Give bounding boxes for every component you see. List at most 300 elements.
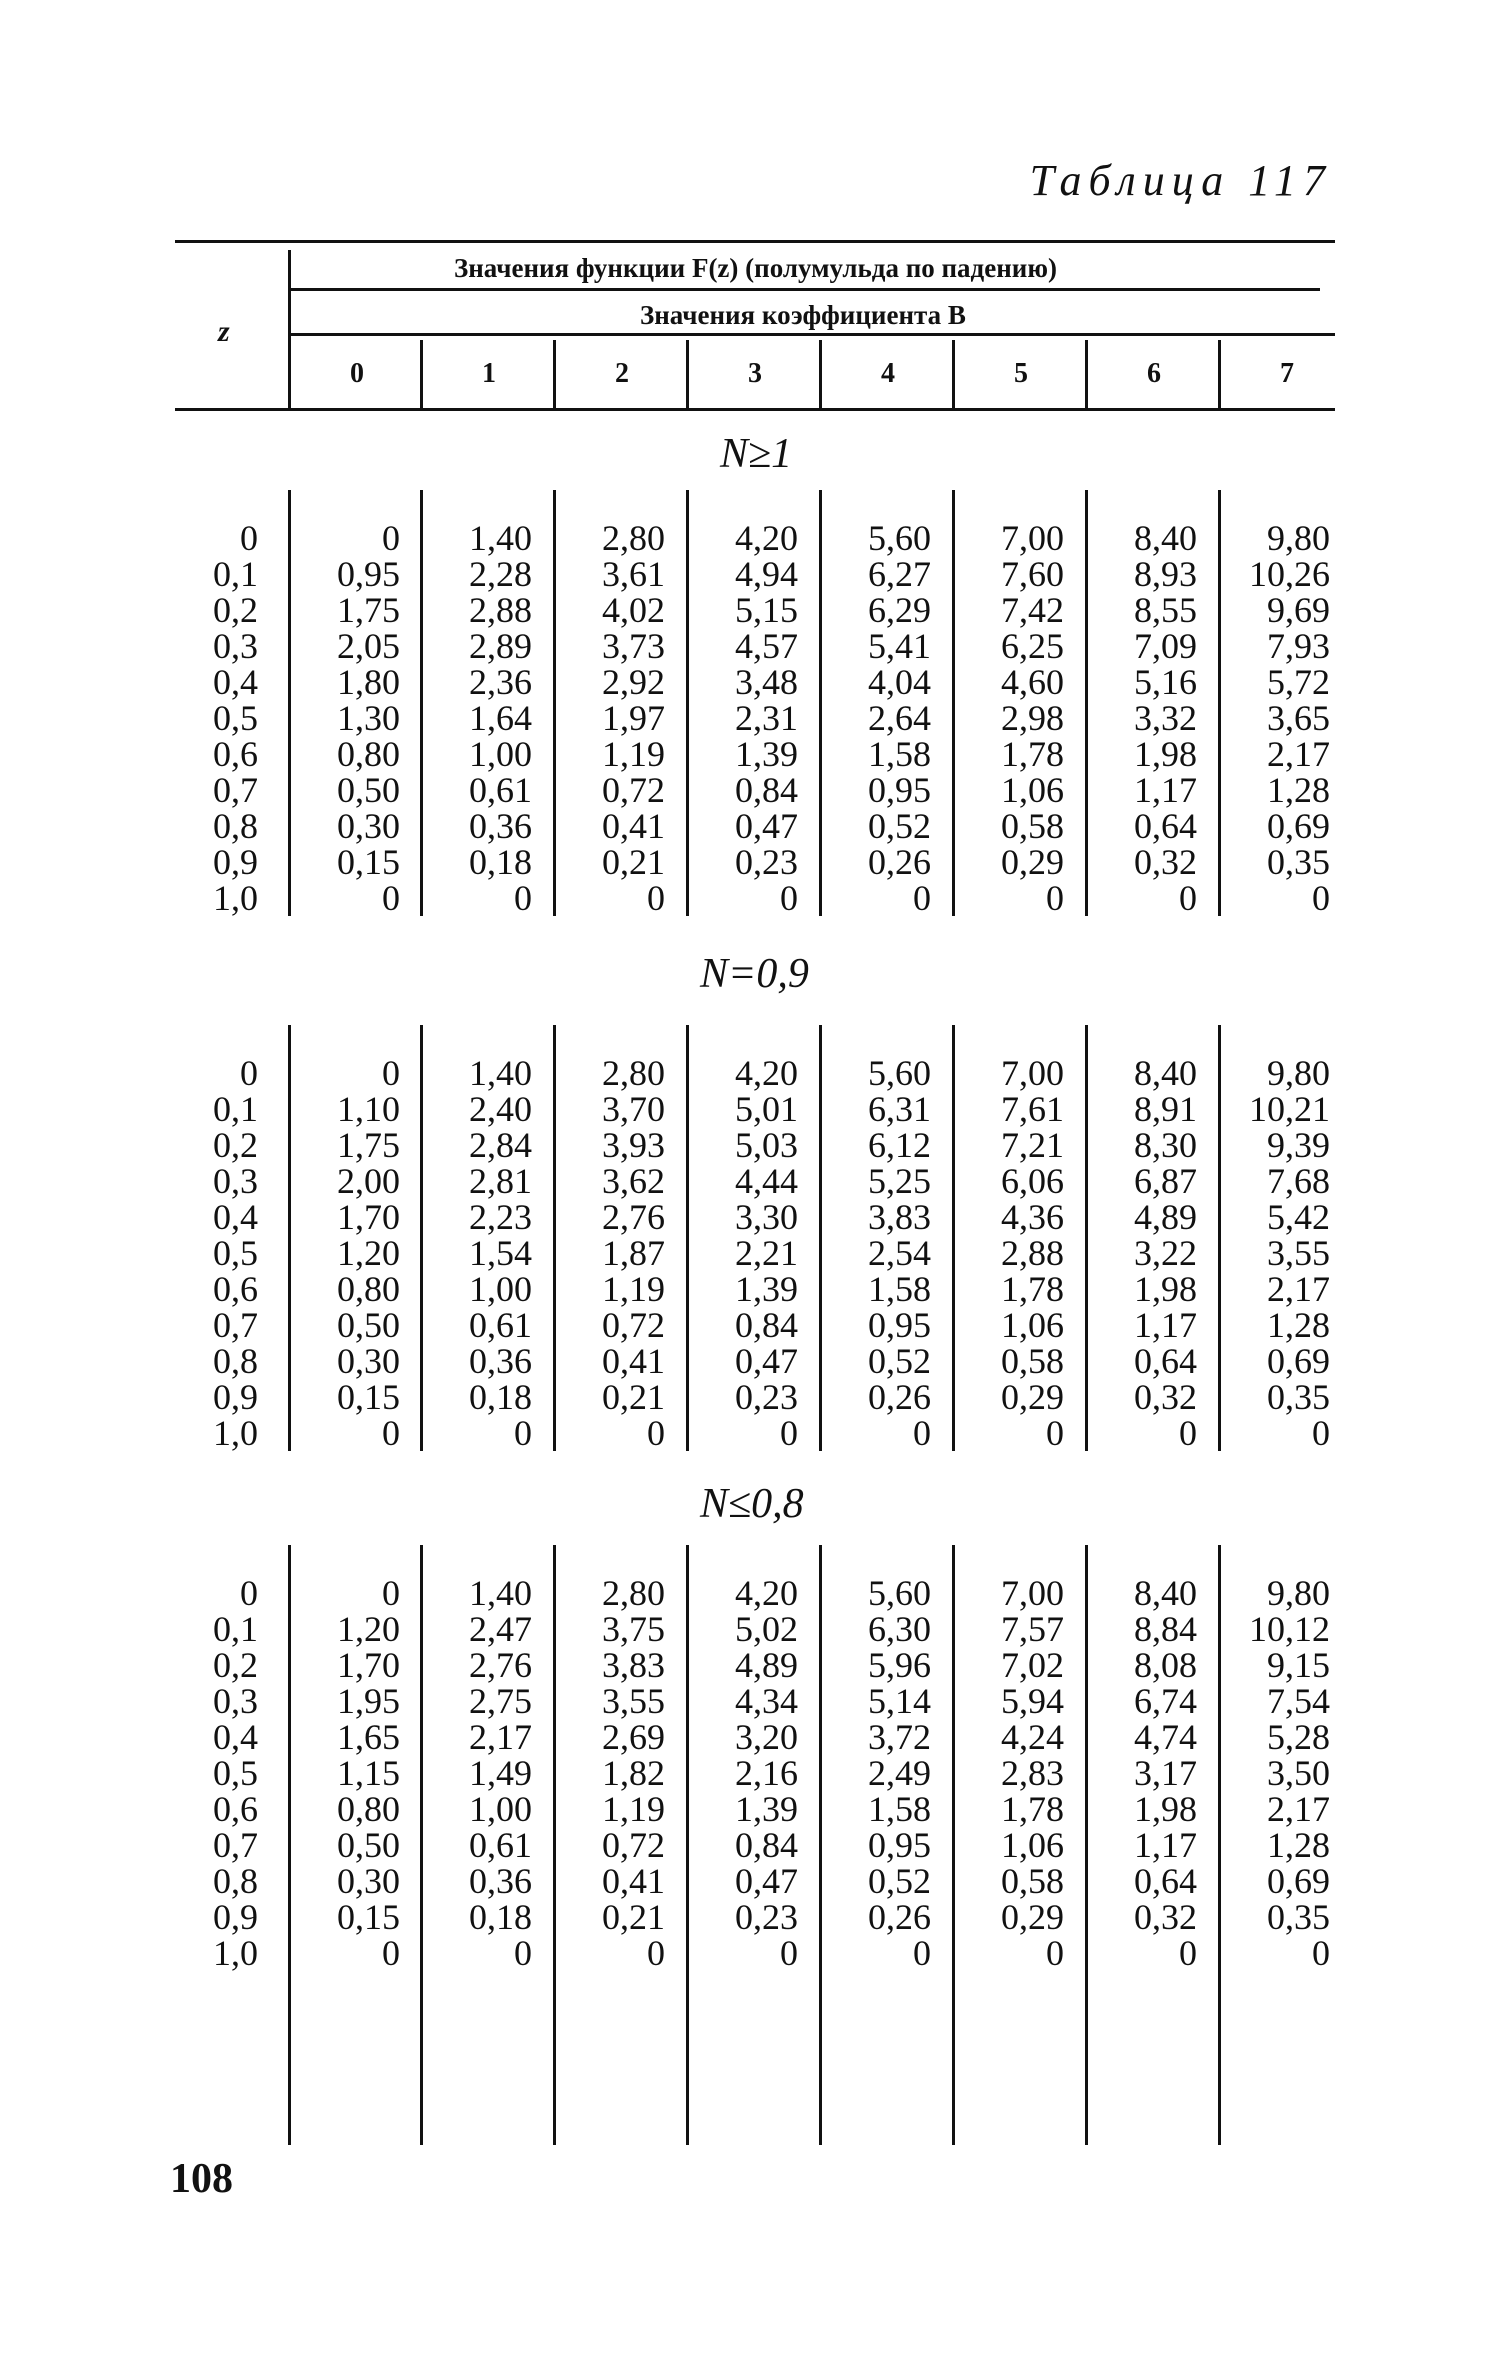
- value-cell: 4,89: [735, 1645, 798, 1685]
- value-column-b4: [841, 1055, 931, 1451]
- value-cell: 4,57: [735, 626, 798, 666]
- column-divider: [288, 490, 291, 916]
- value-cell: 0,15: [337, 1377, 400, 1417]
- coefficient-header-4: 4: [881, 358, 895, 389]
- z-cell: 0,2: [213, 1125, 258, 1165]
- value-column-b3: [708, 520, 798, 916]
- value-cell: 2,47: [469, 1609, 532, 1649]
- value-cell: 5,41: [868, 626, 931, 666]
- value-cell: 0: [1179, 1413, 1197, 1453]
- value-cell: 8,40: [1134, 518, 1197, 558]
- value-cell: 0,41: [602, 1861, 665, 1901]
- value-cell: 1,00: [469, 1789, 532, 1829]
- value-cell: 1,06: [1001, 770, 1064, 810]
- header-col-divider: [819, 340, 822, 408]
- value-cell: 8,91: [1134, 1089, 1197, 1129]
- coefficient-header-1: 1: [482, 358, 496, 389]
- value-cell: 1,10: [337, 1089, 400, 1129]
- value-cell: 3,32: [1134, 698, 1197, 738]
- z-cell: 0,4: [213, 1717, 258, 1757]
- value-cell: 0,18: [469, 842, 532, 882]
- value-cell: 7,60: [1001, 554, 1064, 594]
- value-column-b4: [841, 1575, 931, 1971]
- value-cell: 0,84: [735, 1825, 798, 1865]
- value-cell: 2,88: [469, 590, 532, 630]
- value-column-b5: [974, 1055, 1064, 1451]
- value-column-b3: [708, 1055, 798, 1451]
- z-cell: 0,3: [213, 1681, 258, 1721]
- value-column-b7: [1240, 1055, 1330, 1451]
- value-cell: 0,30: [337, 806, 400, 846]
- value-cell: 0: [780, 878, 798, 918]
- value-cell: 3,62: [602, 1161, 665, 1201]
- value-cell: 5,60: [868, 1573, 931, 1613]
- value-cell: 3,75: [602, 1609, 665, 1649]
- value-cell: 0,61: [469, 770, 532, 810]
- value-cell: 0,23: [735, 1377, 798, 1417]
- column-divider: [686, 1025, 689, 1451]
- value-cell: 7,68: [1267, 1161, 1330, 1201]
- value-cell: 4,02: [602, 590, 665, 630]
- value-cell: 0,50: [337, 770, 400, 810]
- value-cell: 2,17: [1267, 734, 1330, 774]
- coefficient-header-6: 6: [1147, 358, 1161, 389]
- value-cell: 3,72: [868, 1717, 931, 1757]
- value-cell: 1,78: [1001, 1789, 1064, 1829]
- value-cell: 1,19: [602, 1269, 665, 1309]
- value-cell: 6,29: [868, 590, 931, 630]
- z-cell: 0: [240, 518, 258, 558]
- z-cell: 1,0: [213, 1413, 258, 1453]
- value-cell: 4,20: [735, 1053, 798, 1093]
- value-cell: 0: [1046, 1413, 1064, 1453]
- header-col-divider: [952, 340, 955, 408]
- value-cell: 1,78: [1001, 734, 1064, 774]
- value-column-b6: [1107, 520, 1197, 916]
- header-z-divider: [288, 250, 291, 408]
- value-cell: 2,54: [868, 1233, 931, 1273]
- value-cell: 1,20: [337, 1233, 400, 1273]
- value-cell: 5,60: [868, 518, 931, 558]
- z-column-header: z: [218, 315, 230, 348]
- value-cell: 0: [382, 518, 400, 558]
- value-column-b1: [442, 1575, 532, 1971]
- column-divider: [1218, 1545, 1221, 2145]
- z-cell: 0,9: [213, 842, 258, 882]
- value-cell: 2,75: [469, 1681, 532, 1721]
- value-cell: 4,24: [1001, 1717, 1064, 1757]
- value-cell: 1,58: [868, 734, 931, 774]
- section-label: N≥1: [720, 431, 793, 477]
- value-cell: 6,87: [1134, 1161, 1197, 1201]
- value-cell: 1,75: [337, 1125, 400, 1165]
- z-cell: 0,7: [213, 1305, 258, 1345]
- column-divider: [819, 490, 822, 916]
- value-cell: 1,17: [1134, 1825, 1197, 1865]
- value-cell: 4,20: [735, 1573, 798, 1613]
- value-column-b2: [575, 1575, 665, 1971]
- header-col-divider: [1218, 340, 1221, 408]
- value-cell: 8,93: [1134, 554, 1197, 594]
- value-cell: 1,06: [1001, 1305, 1064, 1345]
- value-cell: 0,29: [1001, 1377, 1064, 1417]
- value-cell: 2,92: [602, 662, 665, 702]
- value-cell: 3,61: [602, 554, 665, 594]
- z-cell: 0,6: [213, 1789, 258, 1829]
- value-cell: 0: [780, 1413, 798, 1453]
- value-cell: 0: [514, 1933, 532, 1973]
- value-cell: 4,60: [1001, 662, 1064, 702]
- coefficient-header-0: 0: [350, 358, 364, 389]
- value-cell: 0,29: [1001, 842, 1064, 882]
- value-cell: 2,80: [602, 1053, 665, 1093]
- value-cell: 2,21: [735, 1233, 798, 1273]
- value-cell: 0: [913, 1413, 931, 1453]
- value-cell: 4,36: [1001, 1197, 1064, 1237]
- z-cell: 0,9: [213, 1897, 258, 1937]
- value-cell: 0,32: [1134, 842, 1197, 882]
- value-cell: 0,36: [469, 1341, 532, 1381]
- value-cell: 5,60: [868, 1053, 931, 1093]
- value-cell: 5,96: [868, 1645, 931, 1685]
- column-divider: [1218, 490, 1221, 916]
- value-cell: 2,80: [602, 1573, 665, 1613]
- value-cell: 1,64: [469, 698, 532, 738]
- header-col-divider: [553, 340, 556, 408]
- value-cell: 2,40: [469, 1089, 532, 1129]
- value-cell: 9,80: [1267, 518, 1330, 558]
- value-cell: 2,17: [1267, 1789, 1330, 1829]
- value-cell: 10,26: [1249, 554, 1330, 594]
- value-column-b5: [974, 520, 1064, 916]
- value-cell: 0,84: [735, 1305, 798, 1345]
- value-cell: 2,98: [1001, 698, 1064, 738]
- value-column-b4: [841, 520, 931, 916]
- header-col-divider: [420, 340, 423, 408]
- z-cell: 0,2: [213, 590, 258, 630]
- z-cell: 1,0: [213, 878, 258, 918]
- value-cell: 1,40: [469, 1573, 532, 1613]
- value-cell: 4,20: [735, 518, 798, 558]
- z-cell: 0,1: [213, 554, 258, 594]
- value-cell: 0,50: [337, 1305, 400, 1345]
- column-divider: [420, 1025, 423, 1451]
- value-cell: 1,28: [1267, 1305, 1330, 1345]
- value-cell: 2,89: [469, 626, 532, 666]
- z-cell: 1,0: [213, 1933, 258, 1973]
- value-cell: 7,02: [1001, 1645, 1064, 1685]
- value-cell: 7,21: [1001, 1125, 1064, 1165]
- value-cell: 0,50: [337, 1825, 400, 1865]
- column-divider: [288, 1545, 291, 2145]
- value-cell: 0,30: [337, 1861, 400, 1901]
- value-cell: 0,95: [868, 770, 931, 810]
- value-cell: 1,87: [602, 1233, 665, 1273]
- z-cell: 0,5: [213, 698, 258, 738]
- header-col-divider: [1085, 340, 1088, 408]
- value-cell: 0,29: [1001, 1897, 1064, 1937]
- value-cell: 1,98: [1134, 734, 1197, 774]
- value-cell: 7,57: [1001, 1609, 1064, 1649]
- value-cell: 0,69: [1267, 1341, 1330, 1381]
- value-cell: 0,21: [602, 1897, 665, 1937]
- value-column-b7: [1240, 520, 1330, 916]
- value-cell: 4,94: [735, 554, 798, 594]
- value-cell: 0,30: [337, 1341, 400, 1381]
- z-cell: 0,7: [213, 1825, 258, 1865]
- value-cell: 0,18: [469, 1897, 532, 1937]
- value-column-b1: [442, 520, 532, 916]
- value-cell: 0,47: [735, 806, 798, 846]
- value-cell: 8,08: [1134, 1645, 1197, 1685]
- value-cell: 5,28: [1267, 1717, 1330, 1757]
- value-cell: 7,00: [1001, 1573, 1064, 1613]
- value-column-b0: [310, 1575, 400, 1971]
- coefficient-header-2: 2: [615, 358, 629, 389]
- value-cell: 0,58: [1001, 1341, 1064, 1381]
- value-cell: 0,41: [602, 806, 665, 846]
- z-cell: 0,6: [213, 1269, 258, 1309]
- header-top-rule: [175, 240, 1335, 243]
- value-cell: 0,64: [1134, 806, 1197, 846]
- header-subtitle-rule: [290, 333, 1335, 336]
- column-divider: [553, 1025, 556, 1451]
- value-cell: 2,49: [868, 1753, 931, 1793]
- value-cell: 0,72: [602, 1825, 665, 1865]
- value-cell: 1,80: [337, 662, 400, 702]
- value-cell: 0,47: [735, 1341, 798, 1381]
- value-cell: 2,84: [469, 1125, 532, 1165]
- value-cell: 1,39: [735, 1269, 798, 1309]
- value-cell: 9,69: [1267, 590, 1330, 630]
- z-cell: 0,8: [213, 806, 258, 846]
- value-cell: 0,61: [469, 1305, 532, 1345]
- value-cell: 0,52: [868, 1861, 931, 1901]
- value-cell: 1,70: [337, 1645, 400, 1685]
- value-cell: 1,54: [469, 1233, 532, 1273]
- value-cell: 0,32: [1134, 1897, 1197, 1937]
- value-cell: 0: [1312, 1933, 1330, 1973]
- column-divider: [553, 1545, 556, 2145]
- value-column-b1: [442, 1055, 532, 1451]
- value-cell: 0,64: [1134, 1861, 1197, 1901]
- value-cell: 5,16: [1134, 662, 1197, 702]
- value-cell: 1,15: [337, 1753, 400, 1793]
- value-column-b7: [1240, 1575, 1330, 1971]
- column-divider: [1085, 1025, 1088, 1451]
- value-cell: 1,98: [1134, 1269, 1197, 1309]
- value-cell: 3,93: [602, 1125, 665, 1165]
- value-cell: 0: [1046, 878, 1064, 918]
- value-cell: 6,31: [868, 1089, 931, 1129]
- value-cell: 6,25: [1001, 626, 1064, 666]
- value-cell: 4,04: [868, 662, 931, 702]
- value-cell: 4,34: [735, 1681, 798, 1721]
- value-cell: 0,32: [1134, 1377, 1197, 1417]
- value-cell: 3,55: [1267, 1233, 1330, 1273]
- value-cell: 0,69: [1267, 806, 1330, 846]
- column-divider: [686, 490, 689, 916]
- value-cell: 1,17: [1134, 1305, 1197, 1345]
- column-divider: [288, 1025, 291, 1451]
- z-cell: 0,5: [213, 1233, 258, 1273]
- z-values-column: [148, 1575, 258, 1971]
- value-cell: 0: [514, 878, 532, 918]
- value-cell: 1,82: [602, 1753, 665, 1793]
- value-cell: 2,28: [469, 554, 532, 594]
- value-cell: 1,49: [469, 1753, 532, 1793]
- value-cell: 0,35: [1267, 1377, 1330, 1417]
- value-cell: 0,15: [337, 842, 400, 882]
- value-cell: 2,17: [1267, 1269, 1330, 1309]
- value-cell: 0,26: [868, 1377, 931, 1417]
- z-cell: 0,3: [213, 1161, 258, 1201]
- value-cell: 6,06: [1001, 1161, 1064, 1201]
- column-divider: [819, 1545, 822, 2145]
- value-cell: 0: [382, 878, 400, 918]
- value-cell: 5,15: [735, 590, 798, 630]
- value-cell: 1,95: [337, 1681, 400, 1721]
- value-cell: 1,40: [469, 1053, 532, 1093]
- z-values-column: [148, 520, 258, 916]
- value-cell: 0,26: [868, 842, 931, 882]
- value-cell: 0,84: [735, 770, 798, 810]
- value-cell: 3,73: [602, 626, 665, 666]
- value-cell: 0,52: [868, 806, 931, 846]
- coefficient-header-5: 5: [1014, 358, 1028, 389]
- value-cell: 2,36: [469, 662, 532, 702]
- value-cell: 2,16: [735, 1753, 798, 1793]
- z-cell: 0,1: [213, 1089, 258, 1129]
- value-cell: 7,61: [1001, 1089, 1064, 1129]
- column-divider: [952, 490, 955, 916]
- value-cell: 1,58: [868, 1269, 931, 1309]
- value-cell: 1,19: [602, 734, 665, 774]
- value-cell: 0,64: [1134, 1341, 1197, 1381]
- column-divider: [952, 1545, 955, 2145]
- z-cell: 0,8: [213, 1861, 258, 1901]
- section-label: N≤0,8: [700, 1481, 804, 1527]
- header-title-rule: [290, 288, 1320, 291]
- coefficient-header-7: 7: [1280, 358, 1294, 389]
- value-cell: 2,00: [337, 1161, 400, 1201]
- value-cell: 9,80: [1267, 1573, 1330, 1613]
- value-cell: 8,30: [1134, 1125, 1197, 1165]
- value-cell: 0: [382, 1053, 400, 1093]
- value-cell: 2,81: [469, 1161, 532, 1201]
- value-cell: 0: [382, 1573, 400, 1613]
- value-cell: 0: [514, 1413, 532, 1453]
- value-cell: 3,20: [735, 1717, 798, 1757]
- header-bottom-rule: [175, 408, 1335, 411]
- value-cell: 0,35: [1267, 842, 1330, 882]
- value-cell: 2,31: [735, 698, 798, 738]
- value-cell: 3,17: [1134, 1753, 1197, 1793]
- value-cell: 5,72: [1267, 662, 1330, 702]
- value-cell: 0: [647, 1933, 665, 1973]
- value-cell: 1,98: [1134, 1789, 1197, 1829]
- value-cell: 0: [1179, 878, 1197, 918]
- value-cell: 8,84: [1134, 1609, 1197, 1649]
- value-cell: 0: [647, 878, 665, 918]
- value-cell: 6,30: [868, 1609, 931, 1649]
- value-cell: 0: [1046, 1933, 1064, 1973]
- value-column-b0: [310, 1055, 400, 1451]
- value-cell: 4,44: [735, 1161, 798, 1201]
- z-cell: 0: [240, 1573, 258, 1613]
- z-cell: 0,2: [213, 1645, 258, 1685]
- value-cell: 1,75: [337, 590, 400, 630]
- value-cell: 3,50: [1267, 1753, 1330, 1793]
- value-cell: 1,28: [1267, 770, 1330, 810]
- value-cell: 1,97: [602, 698, 665, 738]
- value-cell: 9,39: [1267, 1125, 1330, 1165]
- value-cell: 1,00: [469, 734, 532, 774]
- value-cell: 4,89: [1134, 1197, 1197, 1237]
- value-cell: 0: [1312, 878, 1330, 918]
- value-cell: 2,80: [602, 518, 665, 558]
- value-cell: 10,21: [1249, 1089, 1330, 1129]
- value-cell: 9,80: [1267, 1053, 1330, 1093]
- value-cell: 3,65: [1267, 698, 1330, 738]
- z-cell: 0,7: [213, 770, 258, 810]
- value-cell: 1,58: [868, 1789, 931, 1829]
- value-column-b2: [575, 1055, 665, 1451]
- z-cell: 0,1: [213, 1609, 258, 1649]
- column-divider: [420, 490, 423, 916]
- value-cell: 0,95: [868, 1825, 931, 1865]
- value-cell: 1,65: [337, 1717, 400, 1757]
- value-cell: 5,14: [868, 1681, 931, 1721]
- value-cell: 0,36: [469, 806, 532, 846]
- column-divider: [1085, 490, 1088, 916]
- z-cell: 0: [240, 1053, 258, 1093]
- section-label: N=0,9: [700, 951, 809, 997]
- value-cell: 8,55: [1134, 590, 1197, 630]
- value-cell: 0,18: [469, 1377, 532, 1417]
- value-cell: 1,39: [735, 734, 798, 774]
- value-cell: 0: [382, 1413, 400, 1453]
- value-cell: 6,27: [868, 554, 931, 594]
- value-cell: 0: [1312, 1413, 1330, 1453]
- value-cell: 7,93: [1267, 626, 1330, 666]
- value-cell: 5,02: [735, 1609, 798, 1649]
- value-cell: 3,83: [602, 1645, 665, 1685]
- z-cell: 0,4: [213, 1197, 258, 1237]
- page-number: 108: [170, 2156, 233, 2202]
- value-cell: 1,06: [1001, 1825, 1064, 1865]
- z-cell: 0,4: [213, 662, 258, 702]
- value-cell: 0: [913, 878, 931, 918]
- value-cell: 8,40: [1134, 1573, 1197, 1613]
- value-cell: 2,69: [602, 1717, 665, 1757]
- value-cell: 1,17: [1134, 770, 1197, 810]
- value-cell: 7,00: [1001, 518, 1064, 558]
- value-cell: 3,83: [868, 1197, 931, 1237]
- value-column-b3: [708, 1575, 798, 1971]
- value-cell: 5,25: [868, 1161, 931, 1201]
- value-cell: 0,80: [337, 734, 400, 774]
- value-cell: 3,70: [602, 1089, 665, 1129]
- value-cell: 2,88: [1001, 1233, 1064, 1273]
- value-cell: 7,00: [1001, 1053, 1064, 1093]
- z-cell: 0,8: [213, 1341, 258, 1381]
- value-cell: 1,39: [735, 1789, 798, 1829]
- value-column-b0: [310, 520, 400, 916]
- value-cell: 3,30: [735, 1197, 798, 1237]
- value-cell: 0,72: [602, 1305, 665, 1345]
- column-divider: [819, 1025, 822, 1451]
